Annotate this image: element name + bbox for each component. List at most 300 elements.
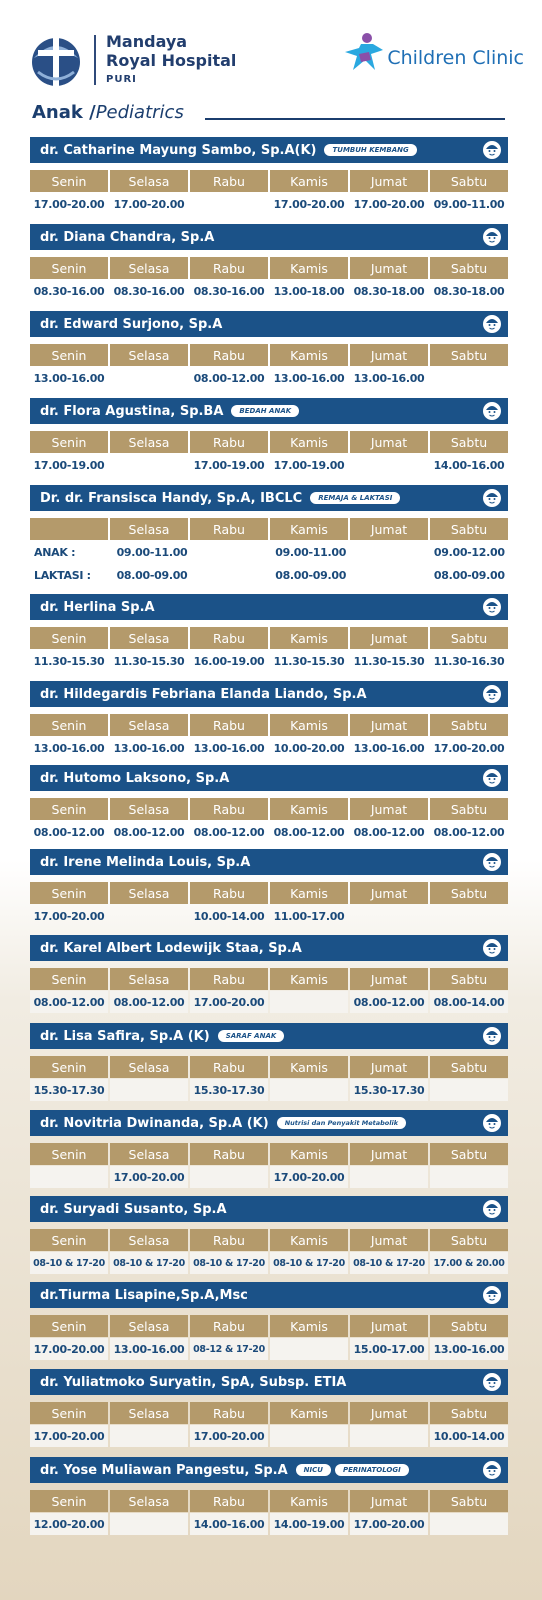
time-slot: 14.00-16.00 (433, 458, 505, 472)
time-slot (110, 1513, 188, 1535)
day-header: Sabtu (430, 882, 508, 904)
time-slot: 17.00-20.00 (33, 909, 105, 923)
hospital-name-line1: Mandaya (106, 31, 188, 51)
doctor-name: dr. Irene Melinda Louis, Sp.A (40, 854, 251, 870)
day-header: Jumat (350, 1229, 428, 1251)
baby-icon (482, 1199, 502, 1219)
doctor-name: dr. Karel Albert Lodewijk Staa, Sp.A (40, 940, 302, 956)
times-row (30, 650, 508, 672)
day-header: Senin (30, 714, 108, 736)
day-header: Sabtu (430, 1056, 508, 1078)
time-slot: 08-10 & 17-20 (30, 1252, 108, 1274)
baby-icon (482, 1460, 502, 1480)
doctor-name: dr. Hutomo Laksono, Sp.A (40, 770, 230, 786)
day-header: Kamis (270, 257, 348, 279)
day-header: Senin (30, 882, 108, 904)
time-slot: 17.00-20.00 (433, 741, 505, 755)
baby-icon (482, 1285, 502, 1305)
row-label: LAKTASI : (34, 568, 91, 582)
time-slot (430, 367, 508, 389)
doctor-name-bar (30, 311, 508, 337)
baby-icon (482, 852, 502, 872)
day-header: Selasa (110, 431, 188, 453)
day-header: Rabu (190, 1490, 268, 1512)
doctor-schedule (30, 311, 508, 389)
day-header: Jumat (350, 1143, 428, 1165)
time-slot: 10.00-14.00 (193, 909, 265, 923)
time-slot: 14.00-16.00 (190, 1513, 268, 1535)
day-header: Kamis (270, 1315, 348, 1337)
day-header: Jumat (350, 1490, 428, 1512)
doctor-name-bar (30, 1457, 508, 1483)
day-header: Rabu (190, 344, 268, 366)
times-row (30, 1338, 508, 1360)
time-slot: 08.00-12.00 (193, 825, 265, 839)
time-slot (351, 564, 428, 586)
day-header: Selasa (110, 1229, 188, 1251)
time-slot (190, 193, 268, 215)
time-slot: 11.30-15.30 (273, 654, 345, 668)
hospital-emblem-icon (24, 28, 88, 92)
doctor-name: dr. Catharine Mayung Sambo, Sp.A(K) (40, 142, 317, 158)
baby-icon (482, 768, 502, 788)
day-header: Senin (30, 798, 108, 820)
day-header: Kamis (270, 1056, 348, 1078)
day-header: Senin (30, 1056, 108, 1078)
day-header: Jumat (350, 518, 428, 540)
doctor-name: dr. Herlina Sp.A (40, 599, 155, 615)
day-header: Rabu (190, 968, 268, 990)
baby-icon (482, 684, 502, 704)
doctor-name: dr. Novitria Dwinanda, Sp.A (K) (40, 1115, 269, 1131)
day-header: Jumat (350, 714, 428, 736)
time-slot: 08.00-12.00 (30, 991, 108, 1013)
time-slot: 12.00-20.00 (30, 1513, 108, 1535)
time-slot: 08-10 & 17-20 (110, 1252, 188, 1274)
time-slot: 11.30-15.30 (113, 654, 185, 668)
doctor-schedule (30, 398, 508, 476)
day-header: Rabu (190, 1056, 268, 1078)
day-header: Rabu (190, 518, 268, 540)
day-header: Jumat (350, 344, 428, 366)
day-header: Rabu (190, 1143, 268, 1165)
day-header: Jumat (350, 1315, 428, 1337)
day-header: Senin (30, 1490, 108, 1512)
time-slot (430, 1166, 508, 1188)
day-header: Sabtu (430, 518, 508, 540)
time-slot (350, 454, 428, 476)
time-slot: 17.00-20.00 (30, 1425, 108, 1447)
day-header: Senin (30, 257, 108, 279)
time-slot (190, 1166, 268, 1188)
day-header: Rabu (190, 1315, 268, 1337)
baby-icon (482, 1113, 502, 1133)
day-header: Senin (30, 968, 108, 990)
times-row (30, 280, 508, 302)
doctor-name: Dr. dr. Fransisca Handy, Sp.A, IBCLC (40, 490, 303, 506)
time-slot: 13.00-16.00 (33, 371, 105, 385)
doctor-schedule (30, 137, 508, 215)
doctor-schedule (30, 1282, 508, 1360)
doctor-name: dr.Tiurma Lisapine,Sp.A,Msc (40, 1287, 248, 1303)
day-header: Jumat (350, 431, 428, 453)
day-header: Jumat (350, 257, 428, 279)
days-row (30, 1143, 508, 1165)
time-slot: 17.00-20.00 (113, 197, 185, 211)
time-slot (270, 1338, 348, 1360)
doctor-schedule (30, 224, 508, 302)
doctor-schedule (30, 1110, 508, 1188)
time-slot: 17.00-20.00 (30, 1338, 108, 1360)
day-header: Senin (30, 1402, 108, 1424)
clinic-logo (343, 30, 524, 86)
time-slot: 08-10 & 17-20 (190, 1252, 268, 1274)
days-row (30, 431, 508, 453)
day-header: Selasa (110, 1402, 188, 1424)
time-slot: 16.00-19.00 (193, 654, 265, 668)
day-header: Rabu (190, 257, 268, 279)
doctor-schedule (30, 485, 508, 586)
time-slot (110, 454, 188, 476)
time-slot (270, 1425, 348, 1447)
time-slot: 17.00-20.00 (273, 197, 345, 211)
day-header: Senin (30, 1315, 108, 1337)
doctor-name-bar (30, 594, 508, 620)
day-header: Sabtu (430, 1402, 508, 1424)
day-header: Sabtu (430, 968, 508, 990)
time-slot: 08.00-12.00 (433, 825, 505, 839)
day-header: Selasa (110, 257, 188, 279)
day-header: Jumat (350, 968, 428, 990)
day-header: Selasa (110, 882, 188, 904)
baby-icon (482, 597, 502, 617)
time-slot: 15.00-17.00 (350, 1338, 428, 1360)
time-slot (270, 991, 348, 1013)
doctor-schedule (30, 594, 508, 672)
section-divider (205, 118, 505, 120)
time-slot: 10.00-20.00 (273, 741, 345, 755)
time-slot (110, 1079, 188, 1101)
doctor-name-bar (30, 1196, 508, 1222)
day-header: Rabu (190, 714, 268, 736)
time-slot: 08-10 & 17-20 (350, 1252, 428, 1274)
doctor-name: dr. Diana Chandra, Sp.A (40, 229, 215, 245)
day-header: Jumat (350, 1402, 428, 1424)
section-title (32, 102, 184, 123)
time-slot: 13.00-16.00 (353, 371, 425, 385)
time-slot: 13.00-16.00 (353, 741, 425, 755)
time-slot (350, 905, 428, 927)
doctor-schedule (30, 1457, 508, 1535)
day-header: Selasa (110, 344, 188, 366)
day-header: Jumat (350, 1056, 428, 1078)
doctor-name: dr. Edward Surjono, Sp.A (40, 316, 223, 332)
day-header: Selasa (110, 1056, 188, 1078)
days-row (30, 257, 508, 279)
time-slot (193, 564, 270, 586)
time-slot: 13.00-18.00 (273, 284, 345, 298)
time-slot: 13.00-16.00 (273, 371, 345, 385)
time-slot: 08.00-12.00 (113, 825, 185, 839)
doctor-name-bar (30, 935, 508, 961)
time-slot: 09.00-12.00 (433, 545, 505, 559)
time-slot: 17.00-20.00 (110, 1166, 188, 1188)
child-star-icon (343, 30, 383, 86)
days-row (30, 798, 508, 820)
baby-icon (482, 1026, 502, 1046)
time-slot: 13.00-16.00 (430, 1338, 508, 1360)
doctor-schedule (30, 1196, 508, 1274)
baby-icon (482, 938, 502, 958)
doctor-schedule (30, 681, 508, 759)
day-header: Rabu (190, 431, 268, 453)
day-header: Kamis (270, 518, 348, 540)
baby-icon (482, 1372, 502, 1392)
doctor-name-bar (30, 485, 508, 511)
baby-icon (482, 314, 502, 334)
day-header: Selasa (110, 1490, 188, 1512)
day-header: Sabtu (430, 714, 508, 736)
time-slot (351, 541, 428, 563)
time-slot: 08.00-12.00 (350, 991, 428, 1013)
doctor-name-bar (30, 1110, 508, 1136)
day-header: Selasa (110, 968, 188, 990)
doctor-name: dr. Suryadi Susanto, Sp.A (40, 1201, 227, 1217)
times-row (30, 541, 508, 563)
doctor-name: dr. Yuliatmoko Suryatin, SpA, Subsp. ETIA (40, 1374, 347, 1390)
specialty-badge: SARAF ANAK (218, 1030, 285, 1042)
time-slot: 14.00-19.00 (270, 1513, 348, 1535)
day-header: Selasa (110, 627, 188, 649)
day-header: Selasa (110, 170, 188, 192)
time-slot (430, 1513, 508, 1535)
time-slot: 08.30-18.00 (433, 284, 505, 298)
day-header: Jumat (350, 170, 428, 192)
day-header: Selasa (110, 1315, 188, 1337)
days-row (30, 170, 508, 192)
day-header: Selasa (110, 518, 188, 540)
doctor-schedule (30, 849, 508, 927)
time-slot: 17.00-20.00 (350, 1513, 428, 1535)
days-row (30, 714, 508, 736)
time-slot: 08.30-16.00 (33, 284, 105, 298)
doctor-schedule (30, 1369, 508, 1447)
day-header: Senin (30, 431, 108, 453)
day-header: Rabu (190, 882, 268, 904)
days-row (30, 1402, 508, 1424)
time-slot: 08-12 & 17-20 (190, 1338, 268, 1360)
baby-icon (482, 401, 502, 421)
day-header: Senin (30, 170, 108, 192)
time-slot: 11.30-15.30 (353, 654, 425, 668)
day-header: Kamis (270, 1143, 348, 1165)
specialty-badge: BEDAH ANAK (231, 405, 299, 417)
time-slot (110, 905, 188, 927)
days-row (30, 344, 508, 366)
day-header: Senin (30, 1143, 108, 1165)
doctor-name-bar (30, 137, 508, 163)
doctor-name: dr. Lisa Safira, Sp.A (K) (40, 1028, 210, 1044)
days-row (30, 627, 508, 649)
time-slot (430, 1079, 508, 1101)
day-header: Selasa (110, 714, 188, 736)
time-slot (350, 1425, 428, 1447)
doctor-name: dr. Flora Agustina, Sp.BA (40, 403, 224, 419)
day-header: Kamis (270, 344, 348, 366)
time-slot: 17.00 & 20.00 (430, 1252, 508, 1274)
day-header: Jumat (350, 627, 428, 649)
doctor-name-bar (30, 398, 508, 424)
time-slot: 08.00-09.00 (275, 568, 347, 582)
doctor-name-bar (30, 681, 508, 707)
day-header: Kamis (270, 798, 348, 820)
time-slot: 11.30-15.30 (33, 654, 105, 668)
time-slot: 08-10 & 17-20 (270, 1252, 348, 1274)
times-row (30, 1425, 508, 1447)
time-slot (30, 1166, 108, 1188)
specialty-badge: REMAJA & LAKTASI (310, 492, 400, 504)
time-slot: 08.00-12.00 (33, 825, 105, 839)
days-row (30, 968, 508, 990)
specialty-badge: NICU (296, 1464, 331, 1476)
day-header: Kamis (270, 627, 348, 649)
doctor-name: dr. Hildegardis Febriana Elanda Liando, Sp.A (40, 686, 367, 702)
time-slot: 13.00-16.00 (110, 1338, 188, 1360)
day-header: Sabtu (430, 431, 508, 453)
specialty-badge: PERINATOLOGI (335, 1464, 409, 1476)
day-header: Kamis (270, 1402, 348, 1424)
row-label: ANAK : (34, 545, 76, 559)
day-header: Sabtu (430, 1490, 508, 1512)
day-header: Rabu (190, 1229, 268, 1251)
doctor-name: dr. Yose Muliawan Pangestu, Sp.A (40, 1462, 288, 1478)
hospital-name (106, 32, 236, 89)
day-header: Sabtu (430, 1315, 508, 1337)
day-header: Kamis (270, 431, 348, 453)
doctor-schedule (30, 765, 508, 843)
day-header: Rabu (190, 170, 268, 192)
time-slot (110, 1425, 188, 1447)
time-slot: 13.00-16.00 (113, 741, 185, 755)
time-slot: 15.30-17.30 (190, 1079, 268, 1101)
day-header: Jumat (350, 882, 428, 904)
time-slot: 15.30-17.30 (30, 1079, 108, 1101)
time-slot: 08.00-12.00 (353, 825, 425, 839)
time-slot: 10.00-14.00 (430, 1425, 508, 1447)
doctor-schedule (30, 935, 508, 1013)
days-row (30, 1490, 508, 1512)
day-header (30, 518, 108, 540)
specialty-badge: Nutrisi dan Penyakit Metabolik (277, 1117, 406, 1129)
days-row (30, 518, 508, 540)
time-slot: 08.00-09.00 (116, 568, 188, 582)
day-header: Kamis (270, 170, 348, 192)
times-row (30, 1166, 508, 1188)
time-slot: 08.00-12.00 (193, 371, 265, 385)
day-header: Sabtu (430, 798, 508, 820)
day-header: Rabu (190, 1402, 268, 1424)
day-header: Kamis (270, 1490, 348, 1512)
time-slot (193, 541, 270, 563)
time-slot (110, 367, 188, 389)
time-slot: 13.00-16.00 (33, 741, 105, 755)
day-header: Sabtu (430, 1229, 508, 1251)
times-row (30, 1513, 508, 1535)
day-header: Selasa (110, 1143, 188, 1165)
day-header: Kamis (270, 1229, 348, 1251)
doctor-name-bar (30, 765, 508, 791)
day-header: Rabu (190, 798, 268, 820)
time-slot: 17.00-19.00 (273, 458, 345, 472)
hospital-name-line3: PURI (106, 73, 137, 85)
day-header: Rabu (190, 627, 268, 649)
day-header: Sabtu (430, 257, 508, 279)
time-slot: 17.00-19.00 (193, 458, 265, 472)
time-slot: 11.30-16.30 (433, 654, 505, 668)
time-slot: 11.00-17.00 (273, 909, 345, 923)
time-slot: 17.00-20.00 (270, 1166, 348, 1188)
day-header: Senin (30, 1229, 108, 1251)
time-slot (350, 1166, 428, 1188)
days-row (30, 1229, 508, 1251)
times-row (30, 1252, 508, 1274)
time-slot: 17.00-20.00 (353, 197, 425, 211)
days-row (30, 882, 508, 904)
logo-separator (94, 35, 96, 85)
time-slot: 08.30-16.00 (193, 284, 265, 298)
times-row (30, 193, 508, 215)
times-row (30, 905, 508, 927)
time-slot: 17.00-20.00 (190, 991, 268, 1013)
time-slot: 17.00-20.00 (190, 1425, 268, 1447)
baby-icon (482, 227, 502, 247)
time-slot: 08.30-18.00 (353, 284, 425, 298)
days-row (30, 1056, 508, 1078)
day-header: Kamis (270, 714, 348, 736)
day-header: Sabtu (430, 170, 508, 192)
hospital-name-line2: Royal Hospital (106, 50, 237, 70)
baby-icon (482, 488, 502, 508)
time-slot: 15.30-17.30 (350, 1079, 428, 1101)
specialty-badge: TUMBUH KEMBANG (324, 144, 416, 156)
clinic-name: Children Clinic (387, 47, 524, 69)
time-slot: 17.00-20.00 (33, 197, 105, 211)
doctor-name-bar (30, 1023, 508, 1049)
day-header: Kamis (270, 882, 348, 904)
day-header: Sabtu (430, 1143, 508, 1165)
doctor-schedule (30, 1023, 508, 1101)
times-row (30, 564, 508, 586)
times-row (30, 1079, 508, 1101)
time-slot: 09.00-11.00 (433, 197, 505, 211)
doctor-name-bar (30, 224, 508, 250)
section-title-italic: Pediatrics (95, 102, 184, 123)
times-row (30, 821, 508, 843)
day-header: Sabtu (430, 344, 508, 366)
section-title-bold: Anak / (32, 102, 96, 123)
time-slot (270, 1079, 348, 1101)
doctor-name-bar (30, 1369, 508, 1395)
time-slot: 09.00-11.00 (275, 545, 347, 559)
doctor-name-bar (30, 849, 508, 875)
header (0, 0, 542, 100)
time-slot: 08.00-09.00 (433, 568, 505, 582)
time-slot: 08.00-12.00 (273, 825, 345, 839)
times-row (30, 454, 508, 476)
times-row (30, 991, 508, 1013)
time-slot: 13.00-16.00 (193, 741, 265, 755)
baby-icon (482, 140, 502, 160)
